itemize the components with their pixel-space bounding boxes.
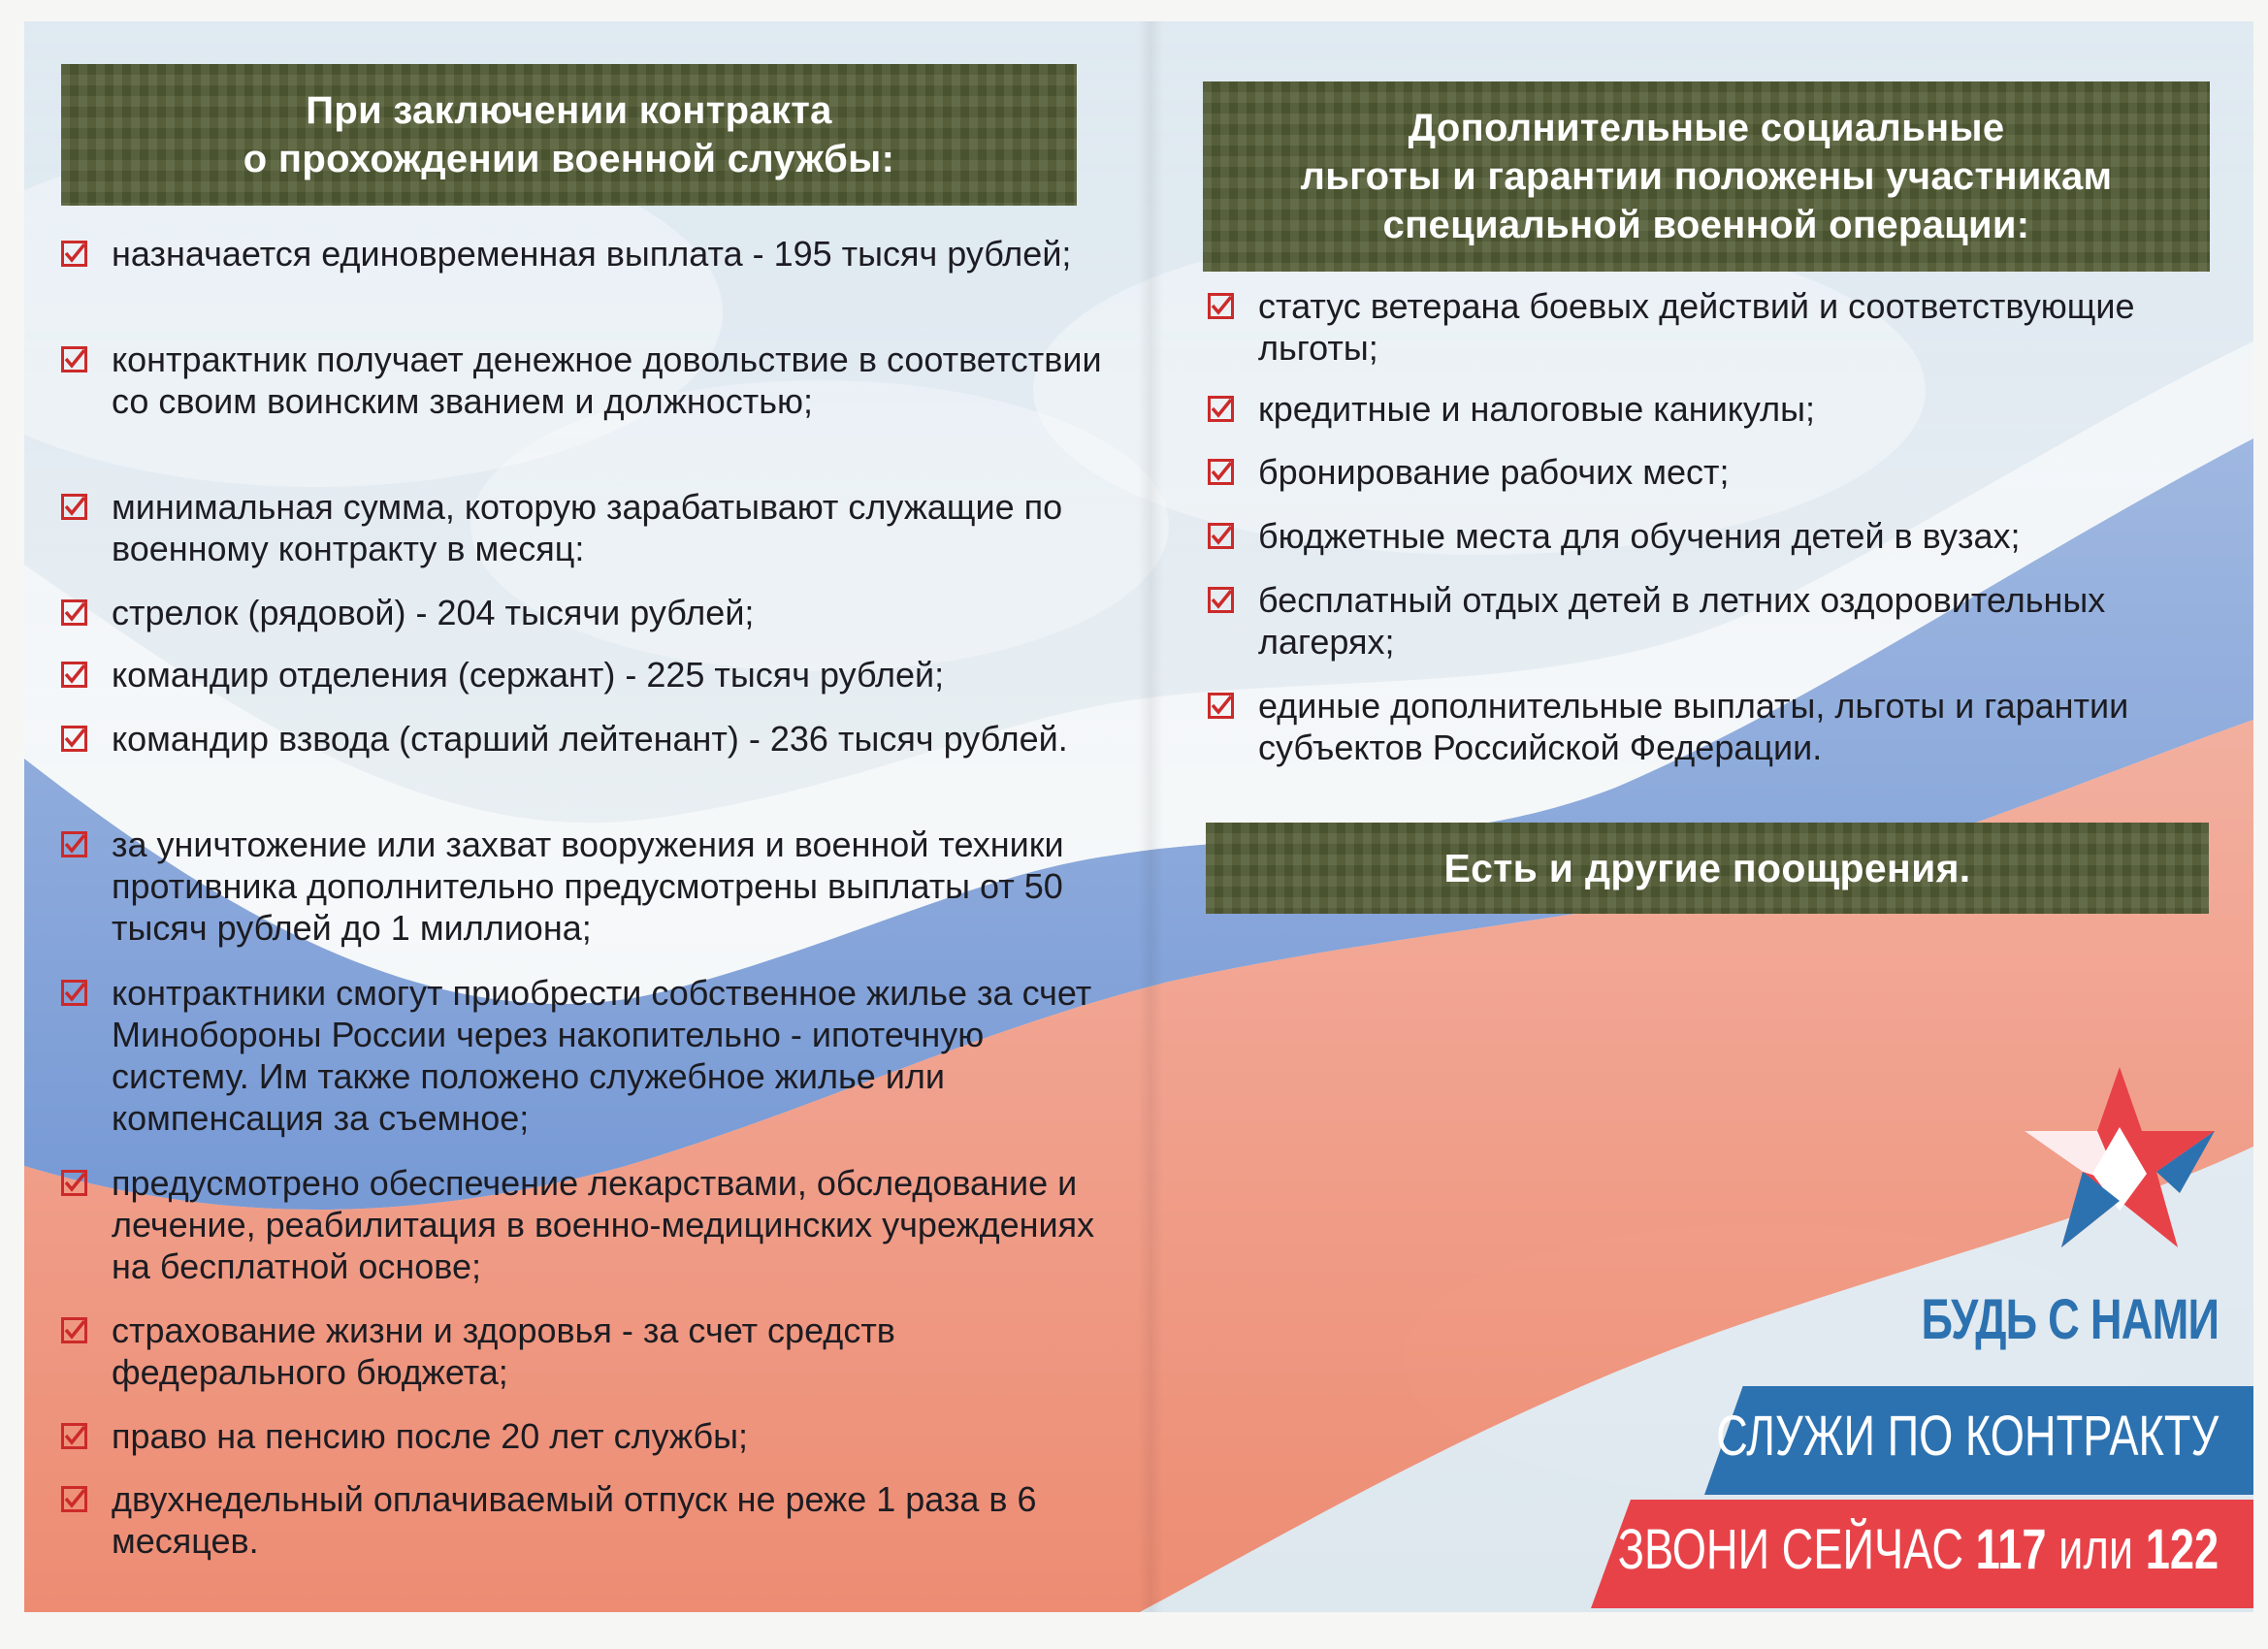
- checkbox-checked-icon: [61, 831, 87, 857]
- list-item-text: кредитные и налоговые каникулы;: [1258, 389, 1816, 429]
- checkbox-checked-icon: [61, 599, 87, 626]
- phone-number-122[interactable]: 122: [2145, 1518, 2219, 1581]
- list-item-text: минимальная сумма, которую зарабатывают служащие по военному контракту в месяц:: [112, 487, 1063, 568]
- list-item: [61, 972, 1118, 1139]
- left-benefits-list: [61, 21, 1118, 1612]
- left-header-line: о прохождении военной службы:: [243, 138, 895, 180]
- call-prefix: ЗВОНИ СЕЙЧАС: [1617, 1518, 1963, 1581]
- list-item-text: стрелок (рядовой) - 204 тысячи рублей;: [112, 593, 755, 632]
- list-item: [61, 824, 1118, 949]
- or-word: или: [2057, 1518, 2133, 1581]
- army-star-logo: [2025, 1067, 2215, 1247]
- phone-number-117[interactable]: 117: [1975, 1518, 2047, 1581]
- list-item: [1208, 451, 2251, 493]
- list-item-text: контрактник получает денежное довольствие в соответствии со своим воинским званием и должностью;: [112, 340, 1102, 421]
- list-item-text: двухнедельный оплачиваемый отпуск не реже 1 раза в 6 месяцев.: [112, 1479, 1037, 1561]
- list-item: [1208, 685, 2251, 768]
- right-benefits-list: [1208, 21, 2251, 1612]
- list-item: [61, 1415, 1118, 1457]
- list-item: [61, 592, 1118, 633]
- list-item-text: контрактники смогут приобрести собственное жилье за счет Минобороны России через накопительно - ипотечную систему. Им также положено служебное жилье или компенсация за съемное;: [112, 973, 1092, 1138]
- list-item: [61, 718, 1118, 760]
- list-item: [1208, 515, 2251, 557]
- list-item: [1208, 285, 2251, 369]
- checkbox-checked-icon: [61, 1486, 87, 1512]
- checkbox-checked-icon: [61, 1317, 87, 1343]
- checkbox-checked-icon: [1208, 459, 1234, 485]
- page-fold: [1138, 21, 1163, 1612]
- checkbox-checked-icon: [61, 726, 87, 752]
- list-item-text: командир отделения (сержант) - 225 тысяч рублей;: [112, 655, 945, 695]
- checkbox-checked-icon: [61, 662, 87, 688]
- list-item-text: назначается единовременная выплата - 195 тысяч рублей;: [112, 234, 1072, 274]
- list-item: [61, 1162, 1118, 1287]
- list-item: [1208, 579, 2251, 663]
- list-item: [61, 1310, 1118, 1393]
- checkbox-checked-icon: [61, 1423, 87, 1449]
- right-header-line: специальной военной операции:: [1382, 204, 2030, 246]
- checkbox-checked-icon: [61, 1170, 87, 1196]
- list-item-text: бронирование рабочих мест;: [1258, 452, 1730, 492]
- list-item-text: статус ветерана боевых действий и соответствующие льготы;: [1258, 286, 2135, 368]
- list-item-text: страхование жизни и здоровья - за счет средств федерального бюджета;: [112, 1310, 895, 1392]
- list-item: [1208, 388, 2251, 430]
- checkbox-checked-icon: [1208, 293, 1234, 319]
- list-item-text: командир взвода (старший лейтенант) - 236 тысяч рублей.: [112, 719, 1068, 759]
- other-rewards-header: [1206, 823, 2209, 914]
- slogan-join-us: БУДЬ С НАМИ: [1921, 1288, 2219, 1351]
- list-item-text: право на пенсию после 20 лет службы;: [112, 1416, 748, 1456]
- checkbox-checked-icon: [61, 241, 87, 267]
- other-rewards-text: Есть и другие поощрения.: [1443, 846, 1971, 890]
- checkbox-checked-icon: [1208, 587, 1234, 613]
- list-item: [61, 233, 1118, 275]
- list-item-text: за уничтожение или захват вооружения и военной техники противника дополнительно предусмотрены выплаты от 50 тысяч рублей до 1 миллиона;: [112, 824, 1064, 948]
- list-item: [61, 486, 1118, 569]
- right-header-line: льготы и гарантии положены участникам: [1300, 155, 2113, 198]
- list-item: [61, 339, 1118, 422]
- leaflet-sheet: [24, 21, 2253, 1612]
- contract-slogan: СЛУЖИ ПО КОНТРАКТУ: [1715, 1405, 2219, 1468]
- list-item-text: бюджетные места для обучения детей в вузах;: [1258, 516, 2021, 556]
- checkbox-checked-icon: [1208, 523, 1234, 549]
- call-now-text: [1618, 1517, 2219, 1582]
- list-item-text: единые дополнительные выплаты, льготы и гарантии субъектов Российской Федерации.: [1258, 686, 2129, 767]
- list-item: [61, 654, 1118, 695]
- right-header-line: Дополнительные социальные: [1408, 107, 2005, 149]
- checkbox-checked-icon: [1208, 396, 1234, 422]
- list-item: [61, 1478, 1118, 1562]
- left-header-line: При заключении контракта: [306, 89, 832, 132]
- checkbox-checked-icon: [61, 494, 87, 520]
- checkbox-checked-icon: [61, 346, 87, 372]
- list-item-text: бесплатный отдых детей в летних оздоровительных лагерях;: [1258, 580, 2106, 662]
- checkbox-checked-icon: [1208, 693, 1234, 719]
- list-item-text: предусмотрено обеспечение лекарствами, обследование и лечение, реабилитация в военно-медицинских учреждениях на бесплатной основе;: [112, 1163, 1095, 1286]
- checkbox-checked-icon: [61, 980, 87, 1006]
